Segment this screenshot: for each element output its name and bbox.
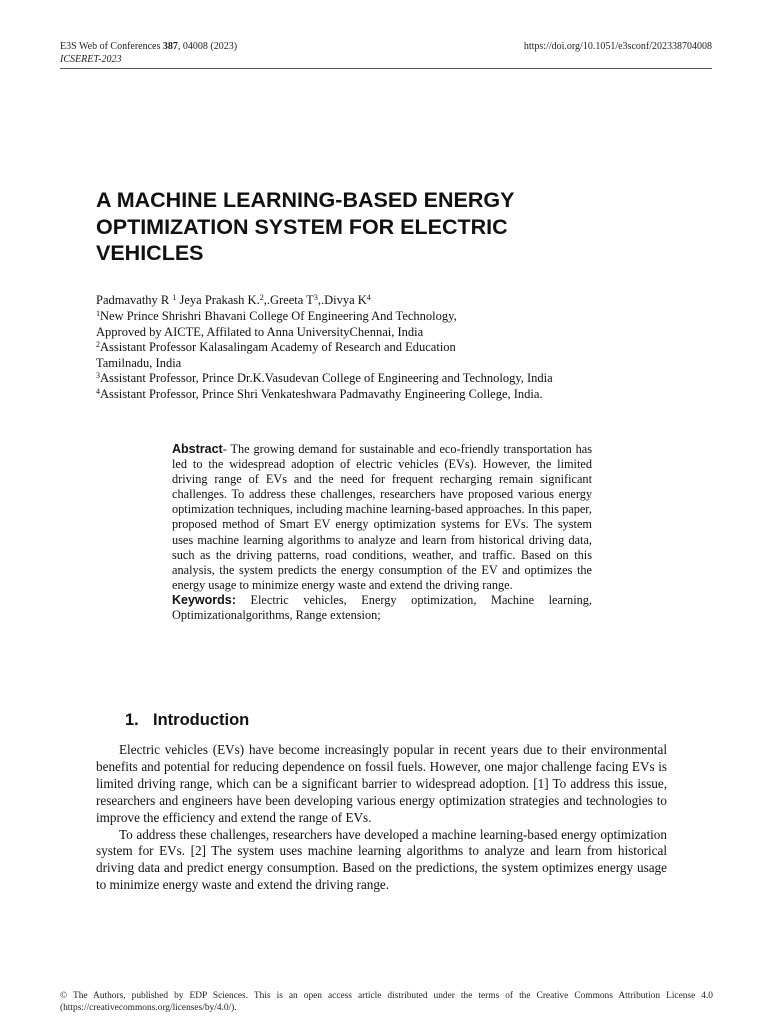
affiliation-line: $^1$New Prince Shrishri Bhavani College Of Engineering And Technology,	[96, 309, 457, 323]
title-line: OPTIMIZATION SYSTEM FOR ELECTRIC	[96, 214, 508, 239]
license-footer: © The Authors, published by EDP Sciences. This is an open access article distributed under the terms of the Creative Commons Attribution License 4.0 (https://creativecommons.org/licenses/by/4.0/).	[60, 991, 713, 1013]
section-title-text: Introduction	[153, 711, 250, 729]
section-heading-introduction	[125, 710, 249, 730]
author-list: Padmavathy R $^1$ Jeya Prakash K.$^2$,.Greeta $T^3,.Divya$ $K^4$	[96, 293, 371, 307]
title-line: VEHICLES	[96, 241, 204, 265]
affiliation-line: $^2$Assistant Professor Kalasalingam Academy of Research and Education	[96, 340, 456, 355]
affiliation-line: $^3$Assistant Professor, Prince Dr.K.Vasudevan College of Engineering and Technology, India	[96, 371, 553, 386]
abstract-block	[172, 442, 592, 623]
affiliation-line: $^4$Assistant Professor, Prince Shri Venkateshwara Padmavathy Engineering College, India.	[96, 386, 543, 401]
doi-link[interactable]: https://doi.org/10.1051/e3sconf/202338704008	[523, 41, 712, 52]
keywords-heading: Keywords:	[172, 592, 236, 607]
affiliation-line: Approved by AICTE, Affilated to Anna UniversityChennai, India	[96, 324, 424, 339]
header-divider	[60, 68, 712, 69]
volume-number: 387	[162, 41, 178, 52]
paragraph: To address these challenges, researchers have developed a machine learning-based energy optimization system for EVs. [2] The system uses machine learning algorithms to analyze and learn from historical driving data and predict energy consumption. Based on the predictions, the system optimizes energy usage to minimize energy waste and extend the driving range.	[96, 826, 667, 893]
section-number: 1.	[125, 711, 139, 729]
keywords: Keywords: Electric vehicles, Energy optimization, Machine learning, Optimizationalgorithms, Range extension;	[172, 592, 592, 623]
paper-title	[96, 187, 656, 267]
abstract-heading: Abstract	[172, 442, 223, 456]
journal-citation: E3S Web of Conferences 387, 04008 (2023)	[60, 41, 238, 52]
affiliations	[96, 309, 553, 403]
paragraph: Electric vehicles (EVs) have become increasingly popular in recent years due to their environmental benefits and potential for reducing dependence on fossil fuels. However, one major challenge facing EVs is limited driving range, which can be a significant barrier to widespread adoption. [1] To address this issue, researchers and engineers have been developing various energy optimization strategies and technologies to improve the efficiency and extend the range of EVs.	[96, 742, 667, 825]
affiliation-line: Tamilnadu, India	[96, 355, 182, 370]
abstract-text: Abstract- The growing demand for sustainable and eco-friendly transportation has led to the widespread adoption of electric vehicles (EVs). However, the limited driving range of EVs and the need for frequent recharging remain significant challenges. To address these challenges, researchers have proposed various energy optimization techniques, including machine learning-based approaches. In this paper, proposed method of Smart EV energy optimization systems for EVs. The system uses machine learning algorithms to analyze and learn from historical driving data, such as the driving patterns, road conditions, weather, and traffic. Based on this analysis, the system predicts the energy consumption of the EV and optimizes the energy usage to minimize energy waste and extend the driving range.	[172, 442, 592, 592]
title-line: A MACHINE LEARNING-BASED ENERGY	[96, 188, 515, 212]
introduction-body	[96, 742, 667, 894]
conference-name: ICSERET-2023	[60, 54, 122, 65]
